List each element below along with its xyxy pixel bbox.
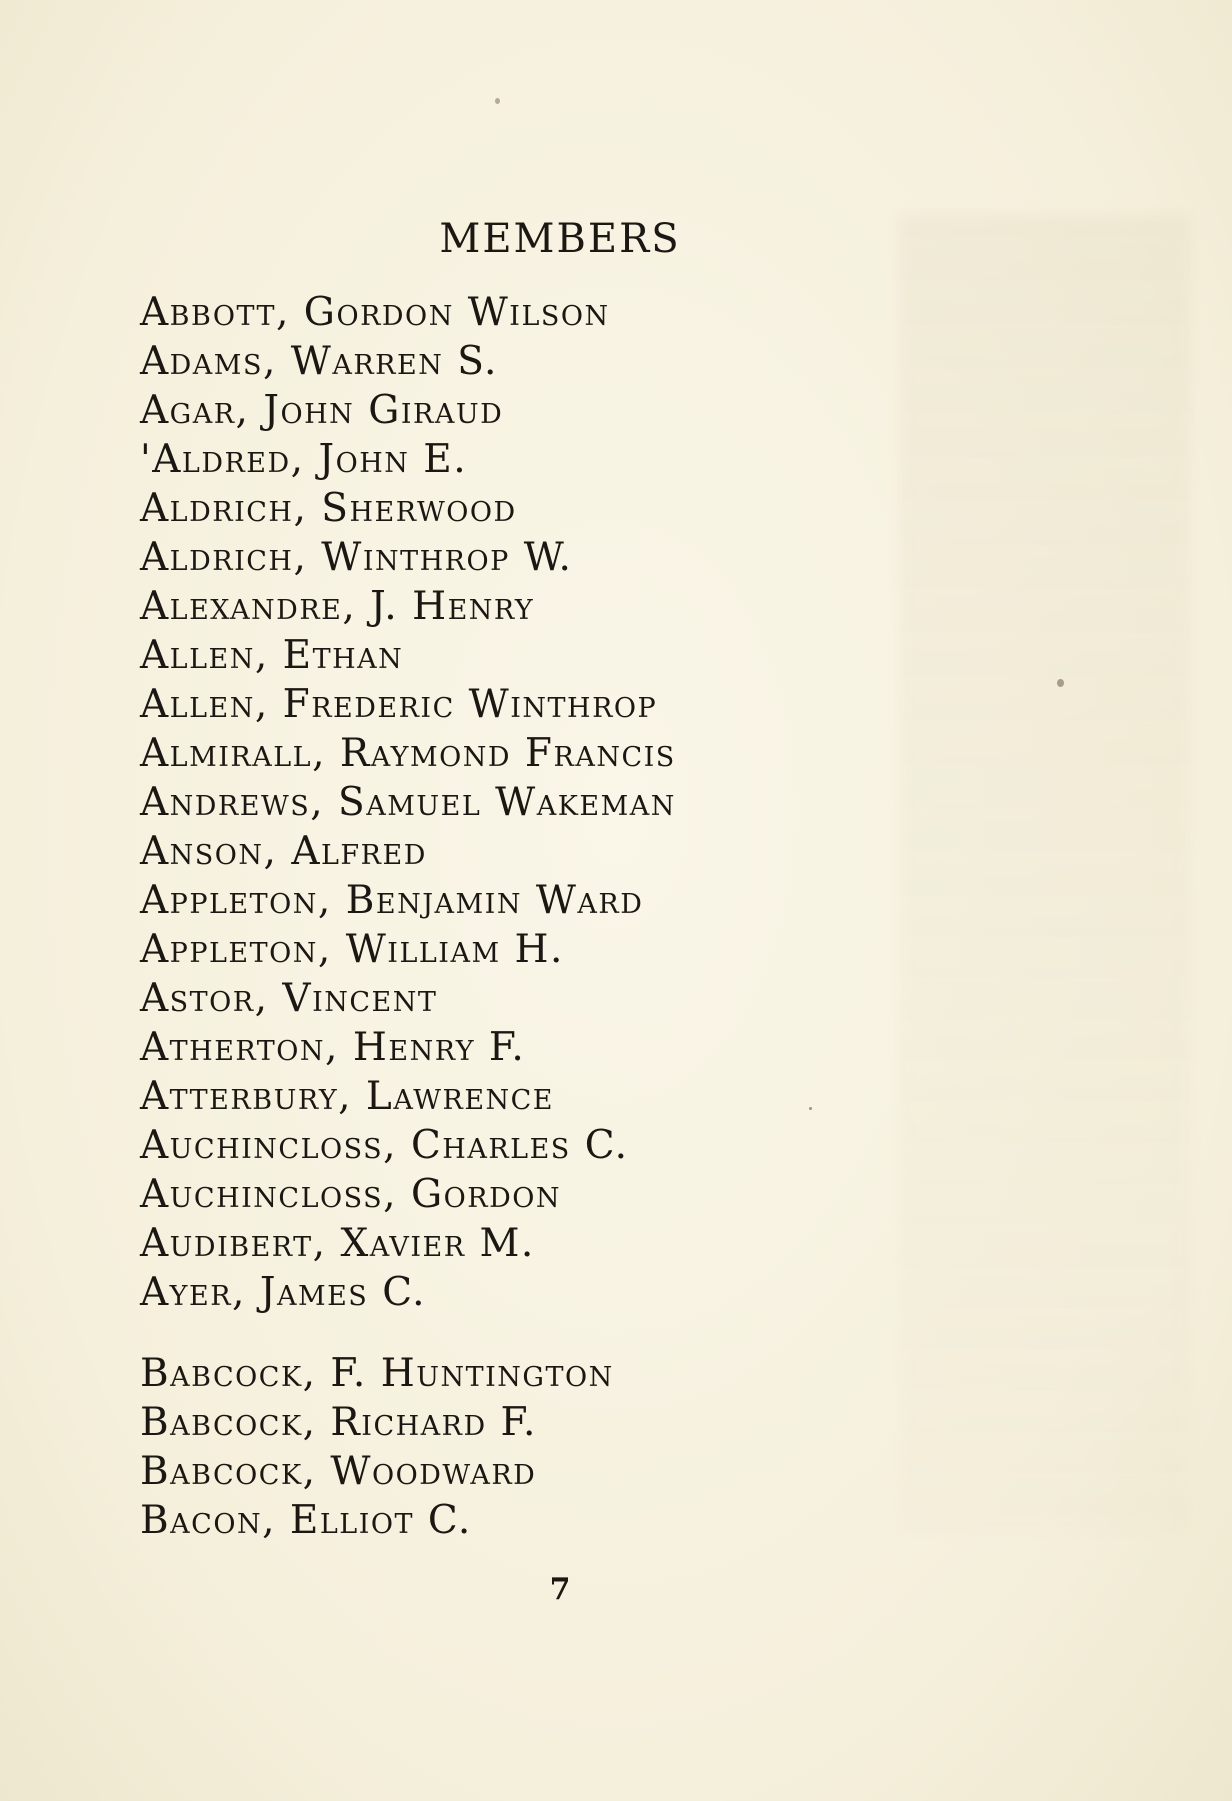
member-entry: 'Aldred, John E. [140,437,468,482]
member-entry: Ayer, James C. [140,1270,427,1315]
member-entry: Andrews, Samuel Wakeman [140,780,676,825]
members-list [140,288,676,1545]
member-entry: Bacon, Elliot C. [140,1498,472,1543]
member-entry: Astor, Vincent [140,976,438,1021]
paper-speck [495,98,500,104]
member-entry: Atherton, Henry F. [140,1025,526,1070]
member-entry: Allen, Frederic Winthrop [140,682,658,727]
member-entry: Appleton, William H. [140,927,564,972]
bleed-through-shadow [900,215,1190,1535]
member-entry: Abbott, Gordon Wilson [140,290,610,335]
member-entry: Appleton, Benjamin Ward [140,878,644,923]
page-heading: MEMBERS [439,216,681,262]
member-entry: Adams, Warren S. [140,339,498,384]
member-entry: Babcock, Woodward [140,1449,537,1494]
member-entry: Agar, John Giraud [140,388,504,433]
member-entry: Auchincloss, Gordon [140,1172,561,1217]
member-entry: Anson, Alfred [140,829,427,874]
member-entry: Allen, Ethan [140,633,404,678]
member-entry: Audibert, Xavier M. [140,1221,535,1266]
member-entry: Almirall, Raymond Francis [140,731,676,776]
member-entry: Aldrich, Winthrop W. [140,535,573,580]
letter-group-gap [140,1317,676,1349]
member-entry: Babcock, Richard F. [140,1400,537,1445]
member-entry: Auchincloss, Charles C. [140,1123,629,1168]
page-number: 7 [549,1572,571,1607]
member-entry: Alexandre, J. Henry [140,584,535,629]
member-entry: Babcock, F. Huntington [140,1351,614,1396]
member-entry: Atterbury, Lawrence [140,1074,555,1119]
member-entry: Aldrich, Sherwood [140,486,517,531]
paper-speck [1057,679,1064,687]
paper-speck [809,1107,812,1110]
